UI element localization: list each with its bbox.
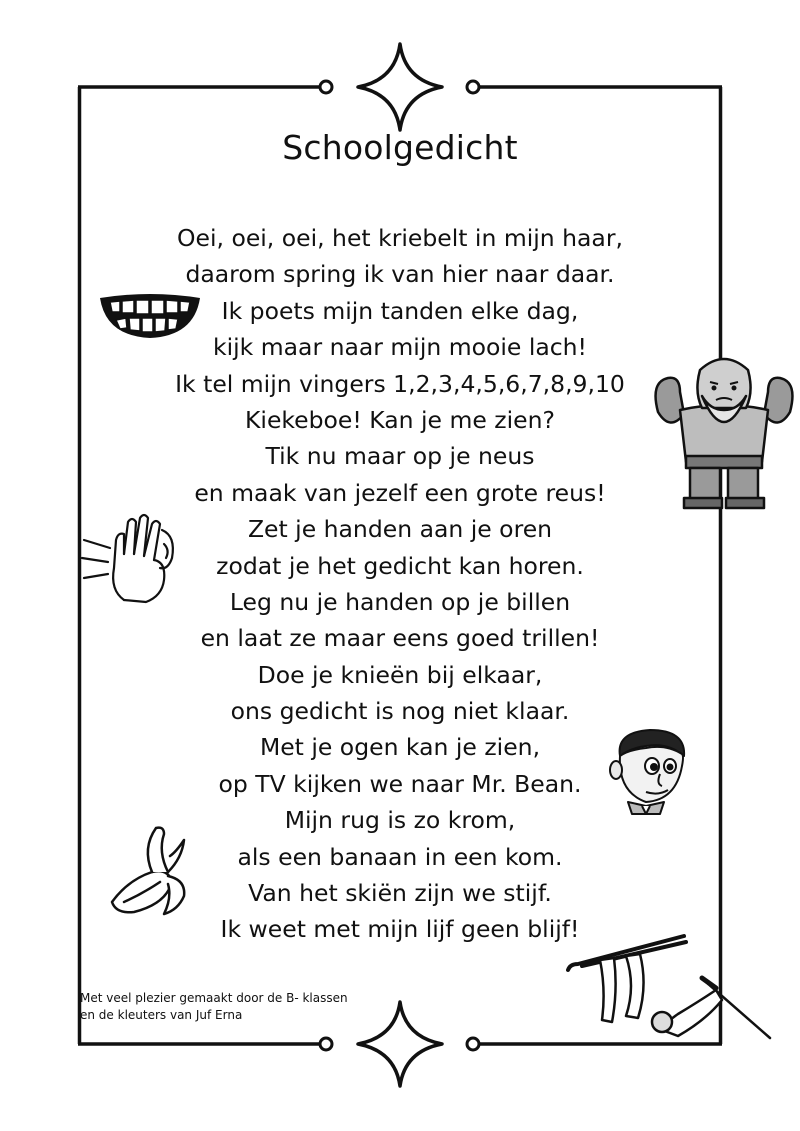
top-ornament: [320, 44, 479, 130]
poem-line: kijk maar naar mijn mooie lach!: [213, 333, 587, 362]
poem-line: als een banaan in een kom.: [237, 842, 563, 871]
skier-icon: [566, 930, 772, 1042]
poem-line: Ik weet met mijn lijf geen blijf!: [220, 915, 580, 944]
poem-line: en laat ze maar eens goed trillen!: [200, 624, 600, 653]
teeth-icon: [96, 292, 204, 340]
poem-line: zodat je het gedicht kan horen.: [216, 551, 584, 580]
footer-credits: [80, 990, 348, 1024]
poem-line: Doe je knieën bij elkaar,: [257, 660, 543, 689]
poem-line: Van het skiën zijn we stijf.: [248, 879, 552, 908]
four-point-star-icon: [358, 44, 442, 130]
circle-dot-icon: [467, 81, 479, 93]
poem-line: Zet je handen aan je oren: [247, 515, 553, 544]
mr-bean-icon: [606, 726, 694, 816]
poem-line: Met je ogen kan je zien,: [259, 733, 541, 762]
footer-line-2: en de kleuters van Juf Erna: [80, 1008, 243, 1022]
giant-icon: [650, 352, 798, 510]
footer-line-1: Met veel plezier gemaakt door de B- klassen: [80, 991, 348, 1005]
poem-line: Leg nu je handen op je billen: [229, 587, 571, 616]
poem-line: Tik nu maar op je neus: [265, 442, 535, 471]
poem-line: Ik poets mijn tanden elke dag,: [221, 296, 579, 325]
poem-line: op TV kijken we naar Mr. Bean.: [218, 769, 582, 798]
poem-line: ons gedicht is nog niet klaar.: [230, 697, 570, 726]
banana-icon: [106, 822, 190, 918]
poem-line: Kiekeboe! Kan je me zien?: [245, 405, 555, 434]
poem-line: Mijn rug is zo krom,: [284, 806, 516, 835]
poem-line: en maak van jezelf een grote reus!: [194, 478, 606, 507]
hand-ear-icon: [80, 510, 180, 606]
poem-title: Schoolgedicht: [282, 128, 518, 167]
four-point-star-icon: [358, 1002, 442, 1086]
circle-dot-icon: [467, 1038, 479, 1050]
circle-dot-icon: [320, 1038, 332, 1050]
poem-line: Oei, oei, oei, het kriebelt in mijn haar,: [177, 224, 623, 252]
poem-line: daarom spring ik van hier naar daar.: [185, 260, 615, 289]
circle-dot-icon: [320, 81, 332, 93]
poem-line: Ik tel mijn vingers 1,2,3,4,5,6,7,8,9,10: [175, 369, 625, 398]
